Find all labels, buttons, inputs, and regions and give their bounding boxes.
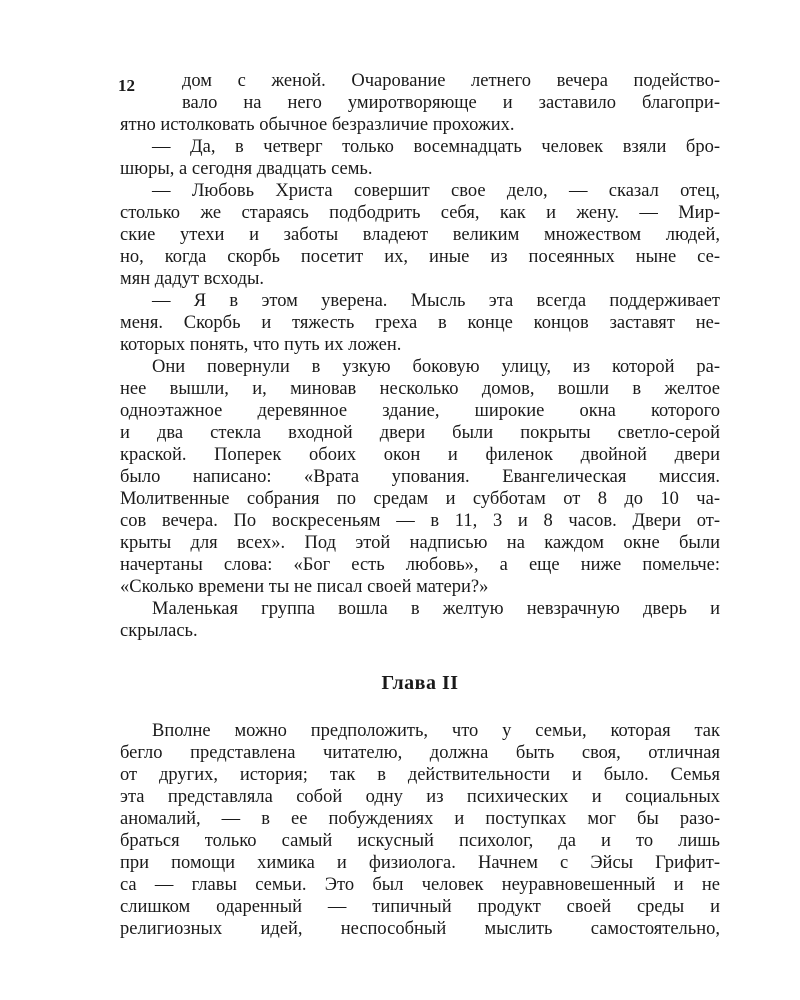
text-line: Они повернули в узкую боковую улицу, из которой ра- bbox=[152, 357, 720, 377]
text-line: начертаны слова: «Бог есть любовь», а еще ниже помельче: bbox=[120, 555, 720, 575]
paragraph bbox=[120, 70, 720, 136]
text-line: меня. Скорбь и тяжесть греха в конце концов заставят не- bbox=[120, 313, 720, 333]
text-line: — Да, в четверг только восемнадцать человек взяли бро- bbox=[152, 137, 720, 157]
book-page bbox=[120, 70, 720, 940]
paragraph bbox=[120, 720, 720, 940]
paragraph bbox=[120, 356, 720, 598]
text-line: которых понять, что путь их ложен. bbox=[120, 335, 402, 355]
text-line: ятно истолковать обычное безразличие прохожих. bbox=[120, 115, 515, 135]
paragraph bbox=[120, 598, 720, 642]
text-line: крыты для всех». Под этой надписью на каждом окне были bbox=[120, 533, 720, 553]
text-line: бегло представлена читателю, должна быть своя, отличная bbox=[120, 743, 720, 763]
text-line: одноэтажное деревянное здание, широкие окна которого bbox=[120, 401, 720, 421]
text-line: мян дадут всходы. bbox=[120, 269, 265, 289]
text-line: — Любовь Христа совершит свое дело, — сказал отец, bbox=[152, 181, 720, 201]
text-line: от других, история; так в действительности и было. Семья bbox=[120, 765, 720, 785]
text-line: было написано: «Врата упования. Евангелическая миссия. bbox=[120, 467, 720, 487]
text-line: са — главы семьи. Это был человек неуравновешенный и не bbox=[120, 875, 720, 895]
text-line: шюры, а сегодня двадцать семь. bbox=[120, 159, 373, 179]
text-line: религиозных идей, неспособный мыслить самостоятельно, bbox=[120, 919, 720, 939]
paragraph bbox=[120, 136, 720, 180]
text-line: Вполне можно предположить, что у семьи, которая так bbox=[152, 721, 720, 741]
text-line: вало на него умиротворяюще и заставило благопри- bbox=[182, 93, 720, 113]
text-line: дом с женой. Очарование летнего вечера подейство- bbox=[182, 71, 720, 91]
text-line: при помощи химика и физиолога. Начнем с Эйсы Грифит- bbox=[120, 853, 720, 873]
text-line: слишком одаренный — типичный продукт своей среды и bbox=[120, 897, 720, 917]
text-line: столько же стараясь подбодрить себя, как и жену. — Мир- bbox=[120, 203, 720, 223]
text-line: «Сколько времени ты не писал своей матери?» bbox=[120, 577, 489, 597]
text-line: нее вышли, и, миновав несколько домов, вошли в желтое bbox=[120, 379, 720, 399]
page-number: 12 bbox=[118, 76, 135, 95]
text-line: краской. Поперек обоих окон и филенок двойной двери bbox=[120, 445, 720, 465]
text-line: сов вечера. По воскресеньям — в 11, 3 и 8 часов. Двери от- bbox=[120, 511, 720, 531]
paragraph bbox=[120, 180, 720, 290]
text-line: но, когда скорбь посетит их, иные из посеянных ныне се- bbox=[120, 247, 720, 267]
text-line: эта представляла собой одну из психических и социальных bbox=[120, 787, 720, 807]
text-line: скрылась. bbox=[120, 621, 198, 641]
text-line: ские утехи и заботы владеют великим множеством людей, bbox=[120, 225, 720, 245]
text-line: — Я в этом уверена. Мысль эта всегда поддерживает bbox=[152, 291, 720, 311]
text-line: Маленькая группа вошла в желтую невзрачную дверь и bbox=[152, 599, 720, 619]
chapter-title: Глава II bbox=[381, 672, 459, 694]
text-line: браться только самый искусный психолог, да и то лишь bbox=[120, 831, 720, 851]
text-line: Молитвенные собрания по средам и субботам от 8 до 10 ча- bbox=[120, 489, 720, 509]
text-line: и два стекла входной двери были покрыты светло-серой bbox=[120, 423, 720, 443]
paragraph bbox=[120, 290, 720, 356]
text-line: аномалий, — в ее побуждениях и поступках мог бы разо- bbox=[120, 809, 720, 829]
